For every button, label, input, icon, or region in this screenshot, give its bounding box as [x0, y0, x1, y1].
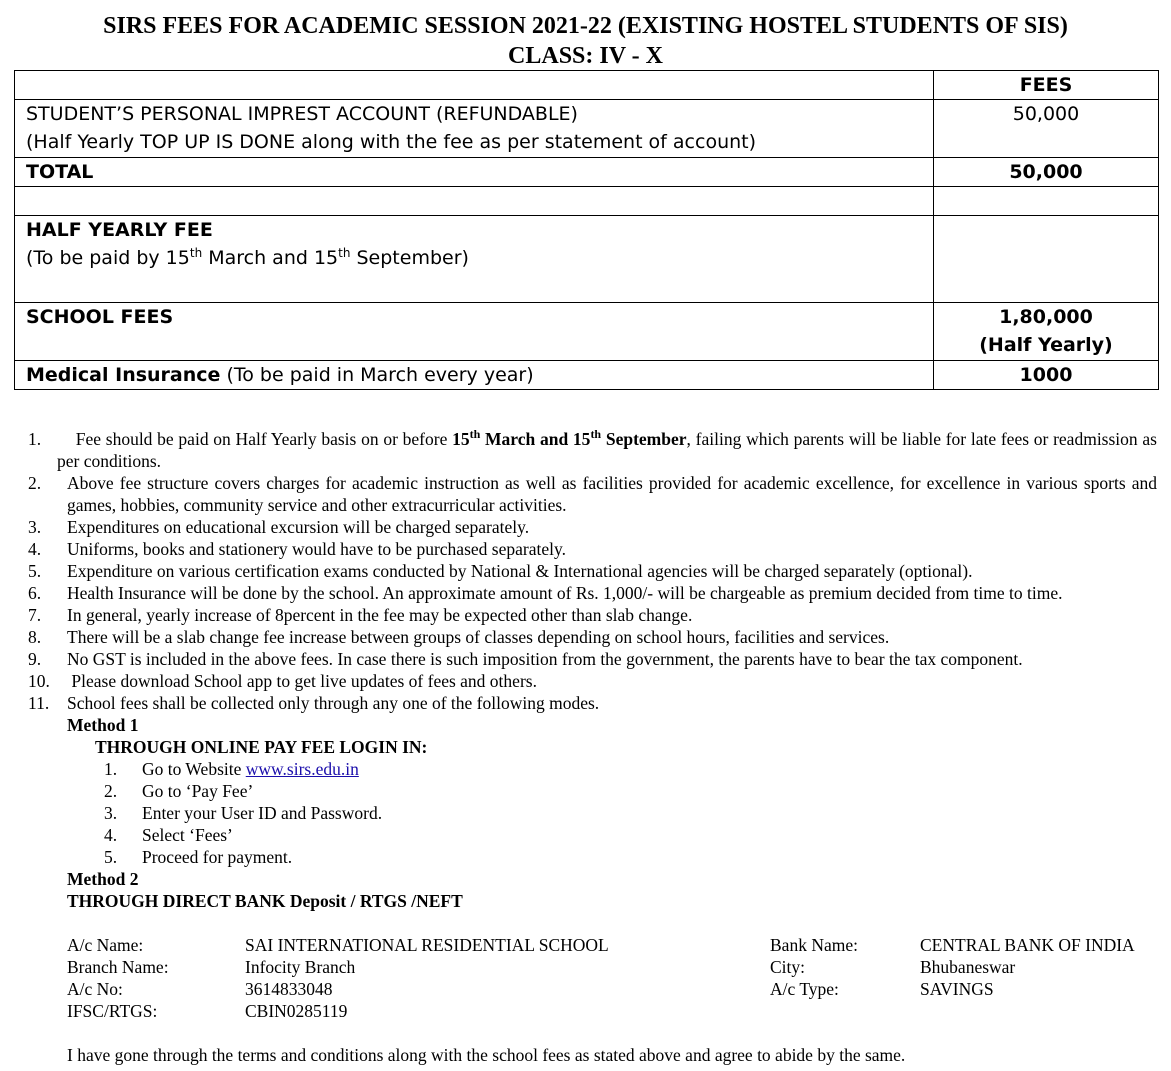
list-item: [0, 538, 1171, 560]
half-yearly-label: HALF YEARLY FEE: [26, 219, 213, 241]
list-number: 4.: [28, 539, 42, 559]
method2-title: Method 2: [67, 869, 139, 889]
method1-title: Method 1: [67, 715, 139, 735]
text-part: March and 15: [480, 429, 591, 449]
website-link[interactable]: www.sirs.edu.in: [245, 759, 359, 779]
list-number: 1.: [28, 429, 42, 449]
ordinal-suffix: th: [338, 246, 351, 260]
imprest-note: (Half Yearly TOP UP IS DONE along with the fee as per statement of account): [26, 131, 757, 153]
medical-label-cell: [15, 361, 934, 390]
ordinal-suffix: th: [469, 427, 481, 441]
city-label: City:: [770, 957, 806, 977]
ac-type-value: SAVINGS: [920, 979, 994, 999]
total-label: TOTAL: [15, 158, 934, 187]
half-yearly-row: [15, 216, 1159, 303]
bank-details: [67, 934, 1167, 1022]
class-line: CLASS: IV - X: [508, 43, 663, 69]
medical-note: (To be paid in March every year): [220, 364, 534, 386]
school-fees-amount-cell: [934, 303, 1159, 361]
school-fees-period: (Half Yearly): [979, 334, 1113, 356]
list-item: [0, 516, 1171, 538]
list-number: 2.: [28, 473, 42, 493]
school-fees-row: [15, 303, 1159, 361]
half-yearly-note-part: (To be paid by 15: [26, 247, 190, 269]
half-yearly-note-part: September): [350, 247, 469, 269]
city-value: Bhubaneswar: [920, 957, 1016, 977]
table-header-blank: [15, 71, 934, 100]
imprest-label: STUDENT’S PERSONAL IMPREST ACCOUNT (REFUNDABLE): [26, 103, 578, 125]
list-item: [0, 560, 1171, 582]
bank-row: [67, 978, 1167, 1000]
text-part: 15: [452, 429, 470, 449]
list-number: 5.: [28, 561, 42, 581]
blank-row: [15, 187, 1159, 216]
list-item-text: Expenditures on educational excursion will be charged separately.: [67, 517, 530, 537]
step-number: 5.: [104, 847, 118, 867]
method1-step: [0, 780, 1171, 802]
list-item-text: There will be a slab change fee increase between groups of classes depending on school hours, facilities and services.: [67, 627, 890, 647]
half-yearly-note: [26, 244, 922, 272]
list-number: 10.: [28, 671, 50, 691]
text-part: September: [601, 429, 687, 449]
list-item-text: Expenditure on various certification exams conducted by National & International agencies will be charged separately (optional).: [67, 561, 973, 581]
ac-type-label: A/c Type:: [770, 979, 839, 999]
total-row: [15, 158, 1159, 187]
imprest-label-cell: [15, 100, 934, 158]
imprest-row: [15, 100, 1159, 158]
medical-row: [15, 361, 1159, 390]
list-item: [0, 472, 1171, 516]
bank-name-value: CENTRAL BANK OF INDIA: [920, 935, 1135, 955]
list-item-text: School fees shall be collected only through any one of the following modes.: [67, 693, 600, 713]
list-number: 3.: [28, 517, 42, 537]
half-yearly-note-part: March and 15: [202, 247, 339, 269]
list-item-text: No GST is included in the above fees. In case there is such imposition from the government, the parents have to bear the tax component.: [67, 649, 1023, 669]
method1-step: [0, 846, 1171, 868]
medical-label: Medical Insurance: [26, 364, 221, 386]
list-item: [0, 692, 1171, 714]
text-part: Fee should be paid on Half Yearly basis on or before: [75, 429, 453, 449]
list-number: 6.: [28, 583, 42, 603]
step-text: Go to Website: [142, 759, 246, 779]
step-text: Go to ‘Pay Fee’: [142, 781, 254, 801]
list-item: [0, 670, 1171, 692]
ac-name-label: A/c Name:: [67, 935, 144, 955]
list-item: [0, 582, 1171, 604]
half-yearly-label-cell: [15, 216, 934, 303]
fee-table: [14, 70, 1159, 390]
list-item: [0, 604, 1171, 626]
document-title: SIRS FEES FOR ACADEMIC SESSION 2021-22 (EXISTING HOSTEL STUDENTS OF SIS): [103, 13, 1068, 39]
bank-row: [67, 1000, 1167, 1022]
imprest-amount: 50,000: [934, 100, 1159, 158]
ac-name-value: SAI INTERNATIONAL RESIDENTIAL SCHOOL: [245, 935, 609, 955]
list-number: 8.: [28, 627, 42, 647]
list-number: 9.: [28, 649, 42, 669]
method1-step: [0, 802, 1171, 824]
list-item-text: In general, yearly increase of 8percent in the fee may be expected other than slab change.: [67, 605, 693, 625]
bank-name-label: Bank Name:: [770, 935, 858, 955]
method1-step: [0, 824, 1171, 846]
ifsc-value: CBIN0285119: [245, 1001, 348, 1021]
school-fees-label: SCHOOL FEES: [15, 303, 934, 361]
ordinal-suffix: th: [590, 427, 602, 441]
list-number: 11.: [28, 693, 50, 713]
step-text: Select ‘Fees’: [142, 825, 233, 845]
declaration-text: I have gone through the terms and conditions along with the school fees as stated above and agree to abide by the same.: [67, 1045, 906, 1065]
ifsc-label: IFSC/RTGS:: [67, 1001, 158, 1021]
ac-no-label: A/c No:: [67, 979, 123, 999]
medical-amount: 1000: [934, 361, 1159, 390]
list-item-text: Above fee structure covers charges for academic instruction as well as facilities provided for academic excellence, for excellence in various sports and games, hobbies, community service and other extracurricular activities.: [67, 473, 1157, 515]
ordinal-suffix: th: [189, 246, 203, 260]
list-item-text: Please download School app to get live updates of fees and others.: [71, 671, 537, 691]
blank-cell: [15, 187, 934, 216]
list-item: [0, 648, 1171, 670]
branch-label: Branch Name:: [67, 957, 169, 977]
terms-list: [0, 428, 1171, 912]
list-item-text: Uniforms, books and stationery would have to be purchased separately.: [67, 539, 566, 559]
bank-row: [67, 956, 1167, 978]
step-number: 3.: [104, 803, 118, 823]
branch-value: Infocity Branch: [245, 957, 356, 977]
total-amount: 50,000: [934, 158, 1159, 187]
fees-column-header: FEES: [934, 71, 1159, 100]
method1-step: [0, 758, 1171, 780]
half-yearly-amount-cell: [934, 216, 1159, 303]
list-item: [0, 626, 1171, 648]
ac-no-value: 3614833048: [245, 979, 333, 999]
step-text: Enter your User ID and Password.: [142, 803, 383, 823]
list-item-text: [0, 428, 1157, 472]
step-number: 1.: [104, 759, 118, 779]
list-item-text: Health Insurance will be done by the school. An approximate amount of Rs. 1,000/- will be chargeable as premium decided from time to time.: [67, 583, 1063, 603]
list-item: [0, 428, 1171, 472]
step-number: 2.: [104, 781, 118, 801]
bank-row: [67, 934, 1167, 956]
step-number: 4.: [104, 825, 118, 845]
method1-subtitle: THROUGH ONLINE PAY FEE LOGIN IN:: [95, 737, 428, 757]
step-text: Proceed for payment.: [142, 847, 293, 867]
blank-amount-cell: [934, 187, 1159, 216]
list-number: 7.: [28, 605, 42, 625]
table-header-row: [15, 71, 1159, 100]
text-part: , failing which parents will be liable for late fees or readmission as per conditions.: [57, 429, 1157, 471]
method2-subtitle: THROUGH DIRECT BANK Deposit / RTGS /NEFT: [67, 891, 463, 911]
school-fees-amount: 1,80,000: [999, 306, 1093, 328]
